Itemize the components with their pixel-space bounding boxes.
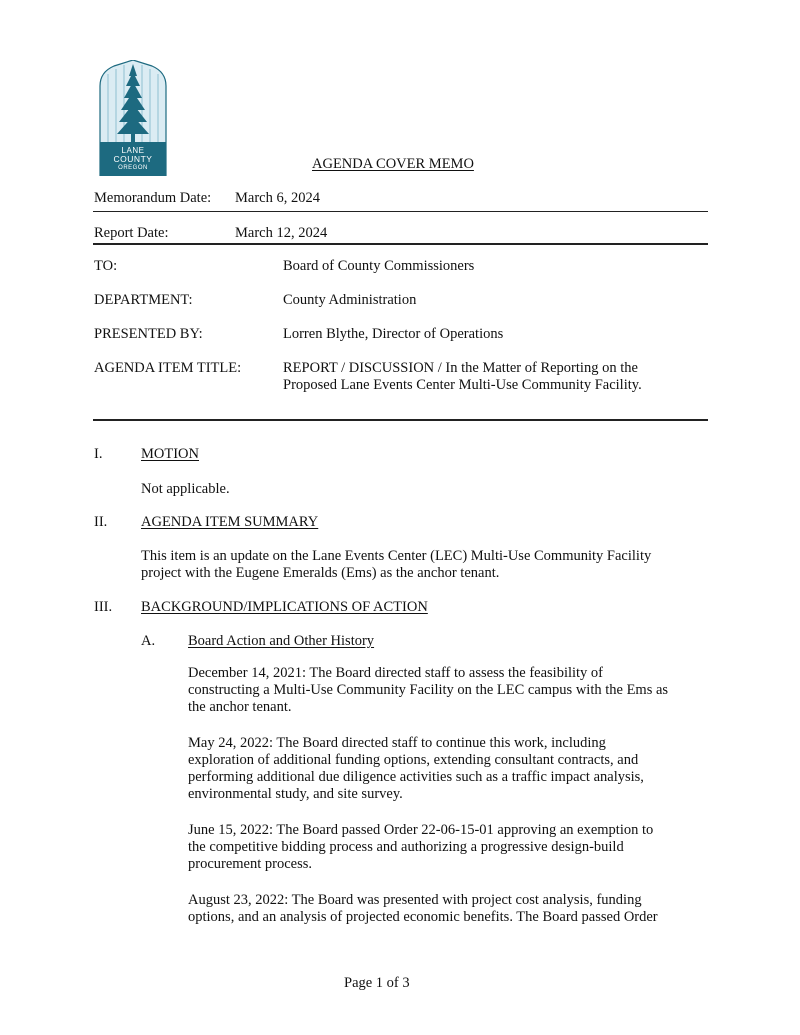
subsection-letter: A. [141, 633, 156, 649]
text-line: constructing a Multi-Use Community Facility on the LEC campus with the Ems as [188, 682, 669, 698]
section-numeral: I. [94, 446, 103, 462]
section-heading-background: BACKGROUND/IMPLICATIONS OF ACTION [141, 599, 428, 615]
history-paragraph [188, 822, 713, 873]
to-label: TO: [94, 258, 118, 274]
memo-title: AGENDA COVER MEMO [312, 156, 474, 172]
presented-by-label: PRESENTED BY: [94, 326, 203, 342]
section-numeral: II. [94, 514, 108, 530]
section-heading-motion: MOTION [141, 446, 199, 462]
divider [93, 419, 708, 421]
summary-body [141, 548, 711, 582]
text-line: June 15, 2022: The Board passed Order 22-06-15-01 approving an exemption to [188, 822, 654, 838]
text-line: December 14, 2021: The Board directed staff to assess the feasibility of [188, 665, 604, 681]
text-line: performing additional due diligence activities such as a traffic impact analysis, [188, 769, 644, 785]
lane-county-logo [96, 60, 170, 176]
presented-by-value: Lorren Blythe, Director of Operations [283, 326, 504, 342]
history-paragraph [188, 892, 713, 926]
to-value: Board of County Commissioners [283, 258, 475, 274]
text-line: Proposed Lane Events Center Multi-Use Community Facility. [283, 377, 642, 393]
department-value: County Administration [283, 292, 417, 308]
text-line: exploration of additional funding options, extending consultant contracts, and [188, 752, 639, 768]
section-numeral: III. [94, 599, 113, 615]
department-label: DEPARTMENT: [94, 292, 193, 308]
text-line: This item is an update on the Lane Events Center (LEC) Multi-Use Community Facility [141, 548, 652, 564]
history-paragraph [188, 665, 713, 716]
text-line: the competitive bidding process and authorizing a progressive design-build [188, 839, 624, 855]
text-line: options, and an analysis of projected economic benefits. The Board passed Order [188, 909, 658, 925]
section-heading-summary: AGENDA ITEM SUMMARY [141, 514, 319, 530]
divider [93, 211, 708, 212]
text-line: environmental study, and site survey. [188, 786, 403, 802]
subsection-heading-history: Board Action and Other History [188, 633, 375, 649]
divider [93, 243, 708, 245]
report-date-value: March 12, 2024 [235, 225, 328, 241]
logo-text-county: COUNTY [113, 154, 153, 164]
report-date-label: Report Date: [94, 225, 169, 241]
agenda-item-title-value [283, 360, 713, 394]
history-paragraph [188, 735, 713, 803]
text-line: project with the Eugene Emeralds (Ems) as the anchor tenant. [141, 565, 500, 581]
memorandum-date-value: March 6, 2024 [235, 190, 320, 206]
text-line: the anchor tenant. [188, 699, 292, 715]
page-number: Page 1 of 3 [344, 975, 410, 991]
motion-body: Not applicable. [141, 481, 230, 497]
text-line: procurement process. [188, 856, 313, 872]
logo-text-oregon: OREGON [118, 165, 148, 171]
text-line: May 24, 2022: The Board directed staff to continue this work, including [188, 735, 606, 751]
text-line: REPORT / DISCUSSION / In the Matter of Reporting on the [283, 360, 638, 376]
agenda-item-title-label: AGENDA ITEM TITLE: [94, 360, 242, 376]
logo-text-lane: LANE [121, 146, 145, 155]
text-line: August 23, 2022: The Board was presented with project cost analysis, funding [188, 892, 642, 908]
memorandum-date-label: Memorandum Date: [94, 190, 212, 206]
